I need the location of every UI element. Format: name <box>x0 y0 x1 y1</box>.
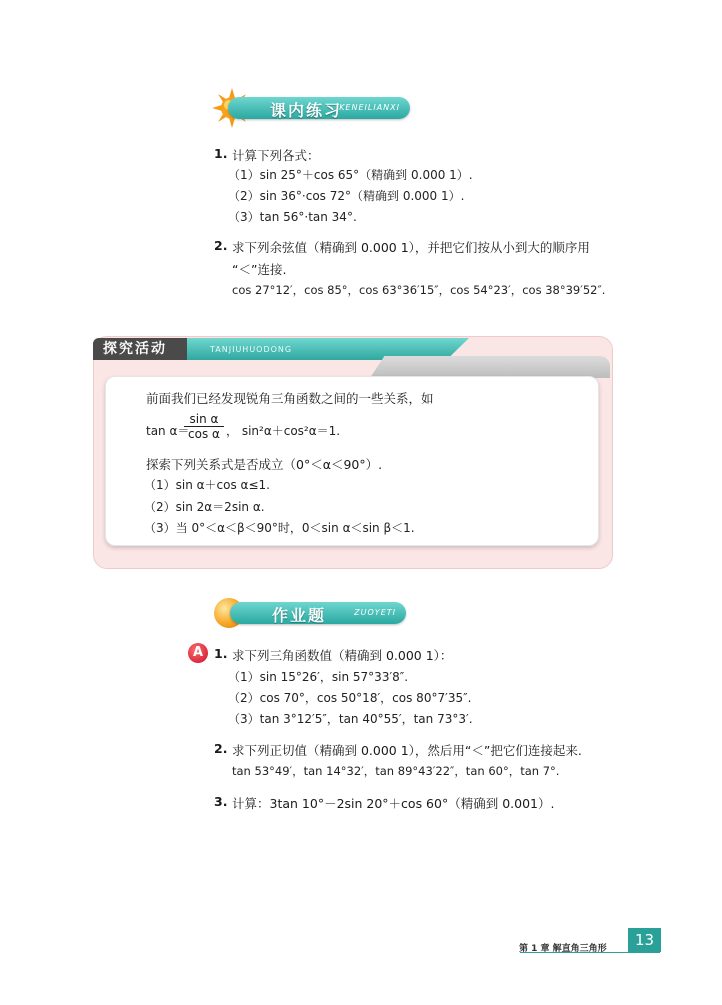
homework-q3-number: 3. <box>214 794 228 809</box>
homework-q1-item: （1）sin 15°26′，sin 57°33′8″. <box>228 670 409 684</box>
explore-grey-band <box>370 356 610 378</box>
footer-rule <box>520 952 660 953</box>
practice-q1-item: （1）sin 25°＋cos 65°（精确到 0.000 1）. <box>228 168 473 182</box>
page-number: 13 <box>628 928 661 952</box>
practice-q1-text: 计算下列各式： <box>232 148 320 163</box>
explore-subtitle: TANJIUHUODONG <box>210 345 293 354</box>
formula-tan: tan α＝ <box>146 424 190 438</box>
practice-q2-text-cont: “＜”连接. <box>232 262 287 277</box>
explore-item: （3）当 0°＜α＜β＜90°时，0＜sin α＜sin β＜1. <box>144 521 415 535</box>
footer-chapter: 第 1 章 解直角三角形 <box>519 944 607 954</box>
practice-q2-text: 求下列余弦值（精确到 0.000 1），并把它们按从小到大的顺序用 <box>232 240 590 255</box>
homework-q2-text: 求下列正切值（精确到 0.000 1），然后用“＜”把它们连接起来. <box>232 743 582 758</box>
homework-q1-item: （2）cos 70°，cos 50°18′，cos 80°7′35″. <box>228 691 472 705</box>
formula-identity: ， sin²α＋cos²α＝1. <box>226 424 341 438</box>
homework-banner <box>230 602 406 624</box>
level-a-badge: A <box>188 643 208 663</box>
homework-subtitle: ZUOYETI <box>354 608 396 617</box>
formula-fraction <box>184 412 224 441</box>
formula-denominator: cos α <box>188 427 220 441</box>
homework-title: 作业题 <box>272 606 327 625</box>
practice-banner <box>228 97 410 119</box>
homework-q1-item: （3）tan 3°12′5″，tan 40°55′，tan 73°3′. <box>228 712 473 726</box>
explore-question: 探索下列关系式是否成立（0°＜α＜90°）. <box>146 457 383 472</box>
practice-q1-number: 1. <box>214 146 228 161</box>
homework-q2-values: tan 53°49′，tan 14°32′，tan 89°43′22″，tan 60°，tan 7°. <box>232 764 560 778</box>
explore-item: （2）sin 2α＝2sin α. <box>144 500 265 514</box>
practice-q1-item: （2）sin 36°·cos 72°（精确到 0.000 1）. <box>228 189 465 203</box>
explore-intro: 前面我们已经发现锐角三角函数之间的一些关系，如 <box>146 391 434 406</box>
practice-q1-item: （3）tan 56°·tan 34°. <box>228 210 357 224</box>
formula-numerator: sin α <box>189 412 219 426</box>
practice-q2-values: cos 27°12′，cos 85°，cos 63°36′15″，cos 54°23′，cos 38°39′52″. <box>232 283 606 297</box>
practice-q2-number: 2. <box>214 238 228 253</box>
homework-q3-text: 计算：3tan 10°－2sin 20°＋cos 60°（精确到 0.001）. <box>232 796 555 811</box>
explore-item: （1）sin α＋cos α≤1. <box>144 478 270 492</box>
homework-q1-text: 求下列三角函数值（精确到 0.000 1）： <box>232 648 453 663</box>
practice-subtitle: KENEILIANXI <box>339 103 400 112</box>
practice-title: 课内练习 <box>270 101 343 120</box>
homework-q2-number: 2. <box>214 741 228 756</box>
homework-q1-number: 1. <box>214 646 228 661</box>
explore-title: 探究活动 <box>93 338 187 360</box>
